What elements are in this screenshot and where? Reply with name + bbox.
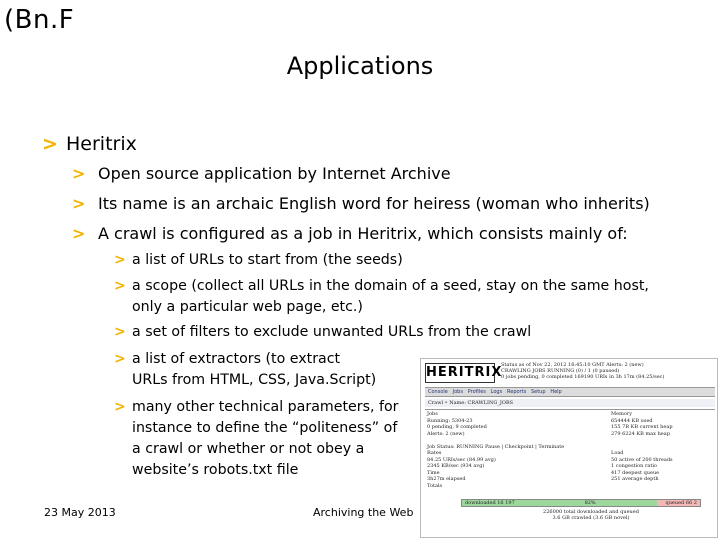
right-line: Memory: [611, 411, 633, 417]
bullet-arrow-icon: >: [72, 224, 86, 243]
bullet-text: a list of URLs to start from (the seeds): [132, 252, 403, 268]
bullet-arrow-icon: >: [114, 351, 126, 367]
bullet-text: a scope (collect all URLs in the domain of a seed, stay on the same host, only a particular web page, etc.): [132, 278, 649, 315]
progress-summary: [501, 509, 681, 521]
right-line: 279 6224 KB max heap: [611, 430, 670, 437]
right-line: 654444 KB used: [611, 417, 653, 424]
console-menu: [425, 387, 715, 397]
slide-title: Applications: [286, 52, 434, 80]
menu-reports: Reports: [507, 389, 527, 395]
left-line: Alerts: 2 (new): [427, 430, 465, 437]
heritrix-console-screenshot: [420, 358, 718, 538]
bullet-arrow-icon: >: [72, 194, 86, 213]
bullet-seeds: [114, 250, 674, 271]
bullet-open-source: [72, 163, 451, 185]
bullet-filters: [114, 322, 674, 343]
left-line: 2345 KB/sec (934 avg): [427, 463, 485, 469]
summary-line: 3.6 GB crawled (3.6 GB novel): [552, 515, 630, 521]
bullet-text: Heritrix: [66, 133, 137, 155]
console-right-column: [611, 411, 715, 483]
bullet-arrow-icon: >: [114, 252, 126, 268]
bullet-parameters: [114, 397, 414, 481]
console-header: [501, 362, 715, 380]
bullet-arrow-icon: >: [114, 278, 126, 294]
right-line: 50 active of 200 threads: [611, 456, 673, 463]
header-line: Status as of Nov 22, 2012 16:45:10 GMT Alerts: 2 (new): [501, 362, 644, 368]
bullet-heritrix: [42, 132, 137, 156]
right-line: 155 7B KB current heap: [611, 424, 673, 430]
bullet-scope: [114, 276, 674, 318]
menu-logs: Logs: [490, 389, 503, 395]
summary-line: 226000 total downloaded and queued: [543, 509, 639, 515]
bullet-crawl-job: [72, 223, 628, 245]
bnf-logo: (Bn.F: [4, 5, 75, 35]
left-line: 84.25 URIs/sec (84.99 avg): [427, 456, 496, 463]
right-line: Load: [611, 450, 624, 456]
bullet-arrow-icon: >: [114, 324, 126, 340]
menu-jobs: Jobs: [452, 389, 463, 395]
footer-title: Archiving the Web: [313, 506, 414, 519]
bullet-arrow-icon: >: [42, 133, 58, 155]
bullet-arrow-icon: >: [72, 164, 86, 183]
menu-profiles: Profiles: [467, 389, 486, 395]
bullet-text: Its name is an archaic English word for heiress (woman who inherits): [98, 194, 650, 213]
progress-labels: [465, 500, 697, 507]
bullet-text: many other technical parameters, for instance to define the “politeness” of a crawl or whether or not obey a website’s robots.txt file: [132, 399, 399, 478]
progress-right-label: queued 66 2: [665, 500, 697, 506]
left-line: Rates: [427, 450, 442, 456]
left-line: Jobs: [427, 411, 438, 417]
left-line: 0 pending, 9 completed: [427, 424, 487, 430]
menu-help: Help: [550, 389, 562, 395]
left-line: 3h27m elapsed: [427, 476, 466, 482]
menu-console: Console: [428, 389, 448, 395]
bullet-text: A crawl is configured as a job in Heritrix, which consists mainly of:: [98, 224, 628, 243]
bullet-arrow-icon: >: [114, 399, 126, 415]
progress-mid-label: 82%: [584, 500, 596, 506]
heritrix-logo: HERITRIX: [425, 363, 495, 383]
left-line: Job Status: RUNNING Pause | Checkpoint | Terminate: [427, 443, 565, 450]
header-line: 0 jobs pending, 0 completed 169190 URIs in 3h 17m (84.25/sec): [501, 374, 665, 380]
menu-setup: Setup: [530, 389, 546, 395]
slide-title-wrap: [0, 50, 720, 82]
bullet-text: a list of extractors (to extract URLs from HTML, CSS, Java.Script): [132, 351, 377, 388]
divider: [425, 409, 715, 410]
left-line: Totals: [427, 482, 443, 489]
left-line: Time: [427, 469, 440, 476]
right-line: 251 average depth: [611, 476, 659, 482]
job-row: Crawl • Name: CRAWLING_JOBS: [425, 399, 715, 407]
bullet-extractors: [114, 349, 414, 391]
header-line: CRAWLING JOBS RUNNING (0) / 1 (0 paused): [501, 368, 620, 374]
footer-date: 23 May 2013: [44, 506, 116, 519]
bullet-name-meaning: [72, 193, 650, 215]
left-line: Running: 5304-23: [427, 417, 473, 424]
bullet-text: a set of filters to exclude unwanted URLs from the crawl: [132, 324, 532, 340]
bullet-text: Open source application by Internet Archive: [98, 164, 451, 183]
right-line: 1 congestion ratio: [611, 463, 657, 469]
right-line: 417 deepest queue: [611, 469, 660, 476]
console-left-column: [427, 411, 587, 489]
progress-left-label: downloaded 16 197: [465, 500, 515, 506]
